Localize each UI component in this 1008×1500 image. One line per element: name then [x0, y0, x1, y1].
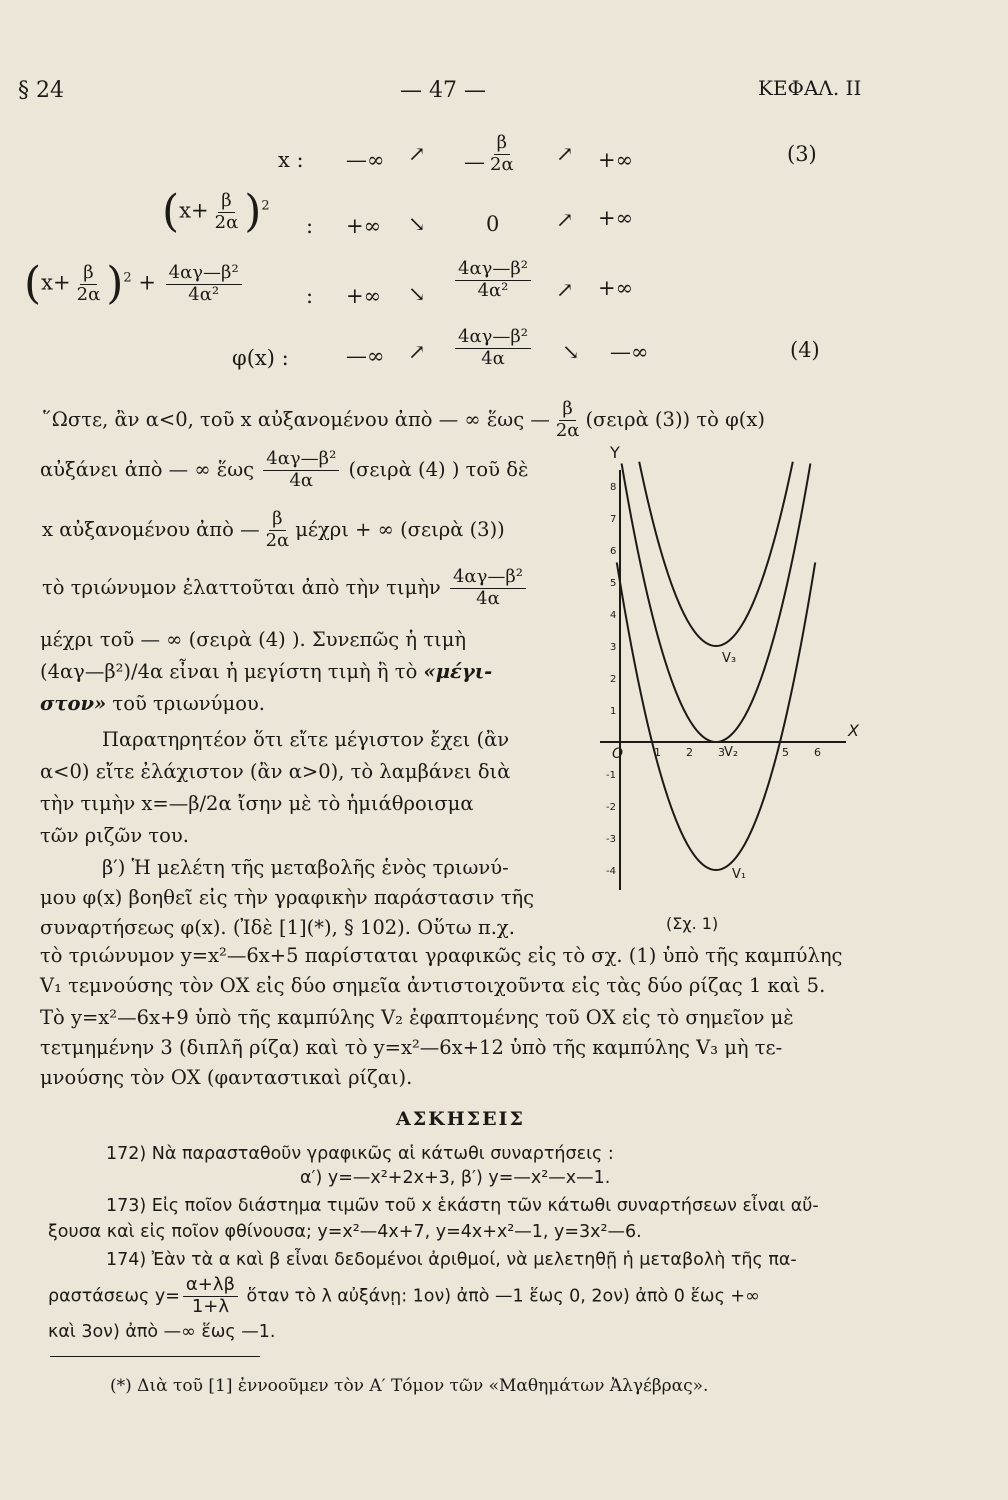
exercise-174-line-3: καὶ 3ον) ἀπὸ —∞ ἕως —1. — [48, 1322, 276, 1342]
row1-fraction: $\frac{\beta}{2\alpha}$ — [490, 132, 514, 175]
row2-expression: (x+ $\frac{\beta}{2\alpha}$ )$^2$ — [162, 186, 270, 237]
text-line-11: τῶν ριζῶν του. — [40, 824, 189, 847]
row1-value-1: —∞ — [346, 148, 385, 172]
y-tick-label: 1 — [610, 706, 617, 717]
label-v2: V₂ — [724, 745, 739, 760]
text-line-14: συναρτήσεως φ(x). (Ἰδὲ [1](*), § 102). Οὕτω π.χ. — [40, 916, 515, 939]
arrow-down-icon: ↘ — [408, 212, 426, 236]
row1-tag: (3) — [787, 142, 817, 166]
exercise-173-line-2: ξουσα καὶ εἰς ποῖον φθίνουσα; y=x²—4x+7, y=4x+x²—1, y=3x²—6. — [48, 1222, 642, 1242]
text-line-13: μου φ(x) βοηθεῖ εἰς τὴν γραφικὴν παράστασιν τῆς — [40, 886, 535, 909]
exercise-172-line-1: 172) Νὰ παρασταθοῦν γραφικῶς αἱ κάτωθι συναρτήσεις : — [106, 1144, 614, 1164]
text-line-7: στον» τοῦ τριωνύμου. — [40, 692, 265, 715]
row1-minus: — — [464, 150, 485, 174]
y-tick-labels — [606, 482, 616, 877]
y-tick-label: 7 — [610, 514, 617, 525]
y-tick-label: 3 — [610, 642, 617, 653]
text-line-8: Παρατηρητέον ὅτι εἴτε μέγιστον ἔχει (ἂν — [102, 728, 510, 751]
footnote: (*) Διὰ τοῦ [1] ἐννοοῦμεν τὸν Α′ Τόμον τῶν «Μαθημάτων Ἀλγέβρας». — [110, 1376, 709, 1396]
section-number: § 24 — [18, 78, 64, 103]
row4-value-3: —∞ — [610, 340, 649, 364]
text-line-5: μέχρι τοῦ — ∞ (σειρὰ (4) ). Συνεπῶς ἡ τιμὴ — [40, 628, 467, 651]
arrow-up-icon: ↗ — [408, 340, 426, 364]
page-number: — 47 — — [400, 78, 486, 103]
row2-colon: : — [306, 214, 314, 238]
row3-value-1: +∞ — [346, 284, 382, 308]
y-tick-label: 6 — [610, 546, 617, 557]
text-line-12: β′) Ἡ μελέτη τῆς μεταβολῆς ἑνὸς τριωνύ- — [102, 856, 509, 879]
y-axis-label: Y — [610, 443, 620, 462]
exercises-heading: ΑΣΚΗΣΕΙΣ — [396, 1108, 525, 1130]
row1-label: x : — [278, 148, 304, 172]
row3-value-3: +∞ — [598, 276, 634, 300]
y-tick-label: -2 — [606, 802, 616, 813]
arrow-up-icon: ↗ — [556, 208, 574, 232]
x-tick-label: 2 — [686, 746, 693, 759]
row2-value-3: +∞ — [598, 206, 634, 230]
arrow-down-icon: ↘ — [562, 340, 580, 364]
x-tick-label: 5 — [782, 746, 789, 759]
footnote-rule — [50, 1356, 260, 1357]
arrow-up-icon: ↗ — [556, 278, 574, 302]
row2-value-1: +∞ — [346, 214, 382, 238]
exercise-172-line-2: α′) y=—x²+2x+3, β′) y=—x²—x—1. — [300, 1168, 611, 1188]
y-tick-label: 2 — [610, 674, 617, 685]
text-line-4: τὸ τριώνυμον ἐλαττοῦται ἀπὸ τὴν τιμὴν $\frac{\text{4αγ—β²}}{4\alpha}$ — [42, 568, 529, 609]
exercise-173-line-1: 173) Εἰς ποῖον διάστημα τιμῶν τοῦ x ἑκάστη τῶν κάτωθι συναρτήσεων εἶναι αὔ- — [106, 1196, 819, 1216]
x-tick-label: 6 — [814, 746, 821, 759]
label-v3: V₃ — [722, 651, 737, 666]
text-line-19: μνούσης τὸν ΟΧ (φανταστικαὶ ρίζαι). — [40, 1066, 413, 1089]
exercise-174-line-2: ραστάσεως y= $\frac{\alpha+\lambda\beta}{1+\lambda}$ ὅταν τὸ λ αὐξάνῃ: 1ον) ἀπὸ —1 ἕως 0, 2ον) ἀπὸ 0 ἕως +∞ — [48, 1274, 760, 1317]
row1-value-3: +∞ — [598, 148, 634, 172]
parabola-figure — [590, 440, 880, 940]
x-tick-label: 1 — [654, 746, 661, 759]
row2-value-2: 0 — [486, 212, 500, 236]
y-tick-label: -3 — [606, 834, 616, 845]
exercise-174-line-1: 174) Ἐὰν τὰ α καὶ β εἶναι δεδομένοι ἀριθμοί, νὰ μελετηθῇ ἡ μεταβολὴ τῆς πα- — [106, 1250, 797, 1270]
text-line-17: Τὸ y=x²—6x+9 ὑπὸ τῆς καμπύλης V₂ ἐφαπτομένης τοῦ ΟΧ εἰς τὸ σημεῖον μὲ — [40, 1006, 794, 1029]
y-tick-label: -4 — [606, 866, 616, 877]
curve-v1 — [617, 563, 815, 871]
arrow-down-icon: ↘ — [408, 282, 426, 306]
x-axis-label: X — [848, 721, 859, 740]
y-tick-label: 8 — [610, 482, 617, 493]
text-line-3: x αὐξανομένου ἀπὸ — $\frac{\beta}{2\alpha}$ μέχρι + ∞ (σειρὰ (3)) — [42, 508, 505, 551]
row3-colon: : — [306, 284, 314, 308]
row4-value-1: —∞ — [346, 344, 385, 368]
arrow-up-icon: ↗ — [408, 142, 426, 166]
arrow-up-icon: ↗ — [556, 142, 574, 166]
curve-v2 — [622, 464, 811, 743]
row4-tag: (4) — [790, 338, 820, 362]
text-line-2: αὐξάνει ἀπὸ — ∞ ἕως $\frac{\text{4αγ—β²}}{4\alpha}$ (σειρὰ (4) ) τοῦ δὲ — [40, 448, 529, 491]
text-line-15: τὸ τριώνυμον y=x²—6x+5 παρίσταται γραφικῶς εἰς τὸ σχ. (1) ὑπὸ τῆς καμπύλης — [40, 944, 843, 967]
row3-value-2: $\frac{\text{4αγ—β²}}{\text{4α²}}$ — [452, 260, 534, 301]
text-line-18: τετμημένην 3 (διπλῆ ρίζα) καὶ τὸ y=x²—6x+12 ὑπὸ τῆς καμπύλης V₃ μὴ τε- — [40, 1036, 783, 1059]
x-tick-label: 3 — [718, 746, 725, 759]
text-line-6: (4αγ—β²)/4α εἶναι ἡ μεγίστη τιμὴ ἢ τὸ «μέγι- — [40, 660, 493, 683]
y-tick-label: 5 — [610, 578, 617, 589]
y-tick-label: -1 — [606, 770, 616, 781]
text-line-1: ῞Ωστε, ἂν α<0, τοῦ x αὐξανομένου ἀπὸ — ∞ ἕως — $\frac{\beta}{2\alpha}$ (σειρὰ (3)) τὸ φ(x) — [42, 398, 765, 441]
figure-caption: (Σχ. 1) — [666, 914, 719, 933]
row3-expression: (x+ $\frac{\beta}{2\alpha}$ )$^2$ + $\frac{\text{4αγ—β²}}{\text{4α²}}$ — [24, 262, 245, 306]
text-line-9: α<0) εἴτε ἐλάχιστον (ἂν α>0), τὸ λαμβάνει διὰ — [40, 760, 511, 783]
origin-label: O — [612, 746, 624, 762]
chapter-label: ΚΕΦΑΛ. ΙΙ — [758, 76, 862, 100]
text-line-10: τὴν τιμὴν x=—β/2α ἴσην μὲ τὸ ἡμιάθροισμα — [40, 792, 474, 815]
curve-v3 — [639, 462, 793, 646]
row4-value-2: $\frac{\text{4αγ—β²}}{4\alpha}$ — [452, 328, 534, 369]
row4-label: φ(x) : — [232, 346, 289, 370]
y-tick-label: 4 — [610, 610, 617, 621]
text-line-16: V₁ τεμνούσης τὸν ΟΧ εἰς δύο σημεῖα ἀντιστοιχοῦντα εἰς τὰς δύο ρίζας 1 καὶ 5. — [40, 974, 826, 997]
label-v1: V₁ — [732, 867, 747, 882]
